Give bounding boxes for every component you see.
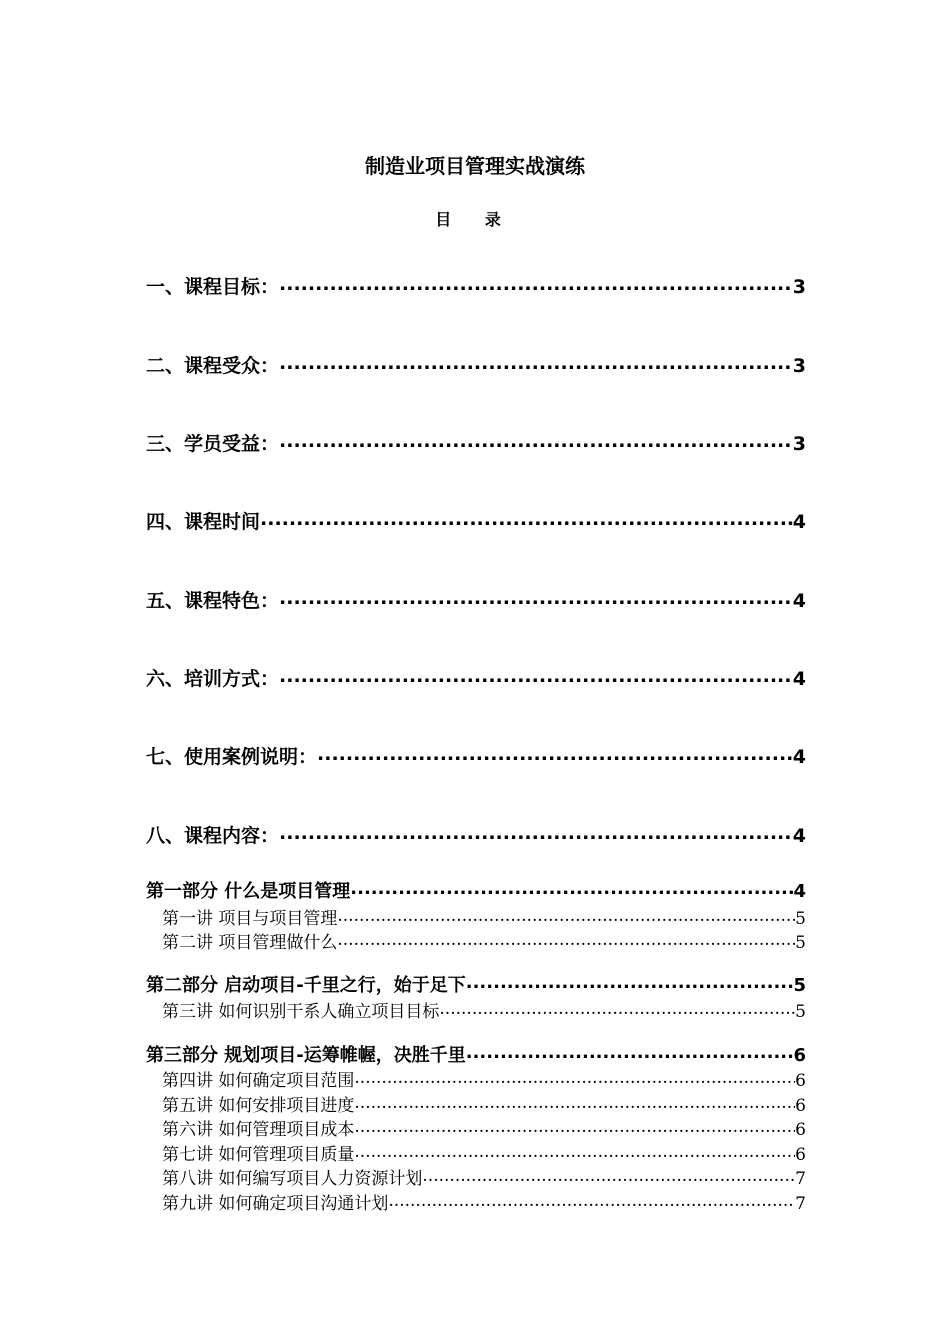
toc-entry-label: 第一讲 项目与项目管理: [162, 909, 338, 929]
toc-page-number: 6: [793, 1045, 806, 1066]
toc-page-number: 6: [795, 1071, 806, 1091]
toc-entry-label: 六、培训方式：: [146, 668, 280, 690]
toc-entry-label: 第三讲 如何识别干系人确立项目目标: [162, 1002, 440, 1022]
toc-page-number: 5: [795, 1002, 806, 1022]
toc-page-number: 3: [792, 276, 806, 298]
toc-entry-label: 第七讲 如何管理项目质量: [162, 1145, 355, 1165]
toc-entry-lecture-4[interactable]: [146, 1066, 806, 1091]
toc-entry-label: 一、课程目标：: [146, 276, 280, 298]
toc-entry-lecture-9[interactable]: [146, 1189, 806, 1214]
toc-entry-lecture-8[interactable]: [146, 1164, 806, 1189]
toc-page-number: 6: [795, 1145, 806, 1165]
toc-page-number: 4: [792, 590, 806, 612]
toc-page-number: 3: [792, 355, 806, 377]
toc-page-number: 4: [792, 511, 806, 533]
toc-entry-label: 五、课程特色：: [146, 590, 280, 612]
toc-page-number: 5: [795, 909, 806, 929]
toc-entry-course-audience[interactable]: [146, 351, 806, 378]
toc-entry-part-2[interactable]: [146, 971, 806, 997]
toc-leader-dots: [337, 931, 795, 948]
toc-entry-label: 第八讲 如何编写项目人力资源计划: [162, 1169, 423, 1189]
toc-entry-label: 三、学员受益：: [146, 433, 280, 455]
toc-entry-label: 第二部分 启动项目-千里之行，始于足下: [146, 975, 466, 996]
toc-page-number: 3: [792, 433, 806, 455]
toc-page-number: 4: [793, 881, 806, 902]
toc-entry-label: 第九讲 如何确定项目沟通计划: [162, 1194, 389, 1214]
toc-entry-label: 第六讲 如何管理项目成本: [162, 1120, 355, 1140]
toc-page-number: 7: [795, 1194, 806, 1214]
toc-leader-dots: [466, 1043, 794, 1061]
toc-leader-dots: [354, 1094, 795, 1111]
toc-leader-dots: [279, 353, 793, 372]
toc-page-number: 4: [792, 825, 806, 847]
toc-leader-dots: [337, 907, 795, 924]
toc-page-number: 5: [793, 975, 806, 996]
toc-page-number: 5: [795, 933, 806, 953]
toc-leader-dots: [350, 879, 793, 897]
toc-entry-lecture-7[interactable]: [146, 1140, 806, 1165]
toc-leader-dots: [439, 1000, 795, 1017]
toc-entry-case-description[interactable]: [146, 742, 806, 769]
toc-entry-lecture-5[interactable]: [146, 1091, 806, 1116]
toc-leader-dots: [466, 973, 794, 991]
toc-entry-label: 七、使用案例说明：: [146, 746, 318, 768]
toc-leader-dots: [354, 1118, 795, 1135]
toc-entry-training-method[interactable]: [146, 664, 806, 691]
toc-leader-dots: [279, 431, 793, 450]
toc-entry-course-content[interactable]: [146, 821, 806, 848]
toc-heading: 目 录: [435, 210, 515, 229]
toc-leader-dots: [354, 1143, 795, 1160]
toc-entry-course-goals[interactable]: [146, 272, 806, 299]
toc-entry-course-time[interactable]: [146, 507, 806, 534]
toc-entry-student-benefits[interactable]: [146, 429, 806, 456]
toc-page-number: 6: [795, 1120, 806, 1140]
toc-page-number: 4: [792, 668, 806, 690]
toc-entry-part-3[interactable]: [146, 1041, 806, 1067]
toc-page-number: 6: [795, 1096, 806, 1116]
toc-entry-label: 四、课程时间: [146, 511, 261, 533]
toc-entry-lecture-2[interactable]: [146, 928, 806, 953]
toc-entry-label: 二、课程受众：: [146, 355, 280, 377]
toc-entry-label: 第二讲 项目管理做什么: [162, 933, 338, 953]
toc-leader-dots: [279, 823, 793, 842]
toc-entry-label: 八、课程内容：: [146, 825, 280, 847]
toc-entry-lecture-3[interactable]: [146, 997, 806, 1022]
toc-entry-label: 第一部分 什么是项目管理: [146, 881, 351, 902]
toc-page-number: 4: [792, 746, 806, 768]
document-title: 制造业项目管理实战演练: [365, 154, 585, 178]
toc-page-number: 7: [795, 1169, 806, 1189]
toc-leader-dots: [388, 1192, 795, 1209]
toc-leader-dots: [279, 588, 793, 607]
toc-leader-dots: [260, 509, 793, 528]
toc-leader-dots: [279, 274, 793, 293]
toc-leader-dots: [354, 1069, 795, 1086]
toc-leader-dots: [317, 744, 793, 763]
toc-entry-course-features[interactable]: [146, 586, 806, 613]
toc-entry-label: 第五讲 如何安排项目进度: [162, 1096, 355, 1116]
toc-leader-dots: [422, 1167, 795, 1184]
toc-entry-lecture-1[interactable]: [146, 904, 806, 929]
toc-entry-part-1[interactable]: [146, 877, 806, 903]
toc-entry-label: 第四讲 如何确定项目范围: [162, 1071, 355, 1091]
toc-leader-dots: [279, 666, 793, 685]
toc-entry-lecture-6[interactable]: [146, 1115, 806, 1140]
toc-entry-label: 第三部分 规划项目-运筹帷幄，决胜千里: [146, 1045, 466, 1066]
